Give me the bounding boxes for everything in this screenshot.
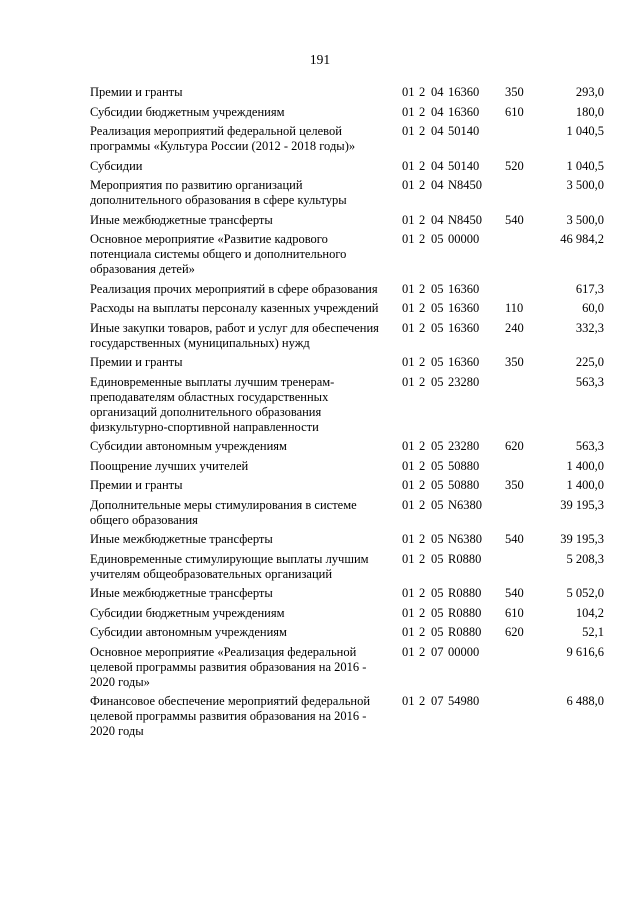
code-program: 01 xyxy=(402,212,415,227)
code-event: 04 xyxy=(431,85,444,99)
table-row xyxy=(0,498,640,528)
code-event: 05 xyxy=(431,605,444,620)
code-event: 07 xyxy=(431,694,444,708)
amount: 180,0 xyxy=(575,104,604,119)
code-subprogram: 2 xyxy=(419,439,426,453)
amount: 617,3 xyxy=(575,281,604,296)
classification-code xyxy=(402,606,488,621)
amount: 293,0 xyxy=(575,85,604,99)
table-row xyxy=(0,532,640,547)
table-row xyxy=(0,159,640,174)
expense-type-code: 620 xyxy=(505,625,524,639)
code-direction: 54980 xyxy=(448,694,480,708)
code-program: 01 xyxy=(402,232,415,246)
table-row xyxy=(0,124,640,154)
code-direction: R0880 xyxy=(448,586,482,600)
table-row xyxy=(0,105,640,120)
code-program: 01 xyxy=(402,178,415,192)
expense-name: Основное мероприятие «Реализация федеральной целевой программы развития образования на 2016 - 2020 годы» xyxy=(90,644,367,689)
table-row xyxy=(0,459,640,474)
table-row xyxy=(0,321,640,351)
code-program: 01 xyxy=(402,439,415,453)
code-subprogram: 2 xyxy=(419,85,426,99)
code-program: 01 xyxy=(402,158,415,173)
code-direction: N6380 xyxy=(448,497,483,512)
code-subprogram: 2 xyxy=(419,374,426,389)
amount: 5 052,0 xyxy=(566,586,604,600)
code-event: 05 xyxy=(431,586,444,600)
code-direction: N8450 xyxy=(448,212,483,227)
classification-code xyxy=(402,321,488,336)
expense-name: Иные межбюджетные трансферты xyxy=(90,212,273,227)
code-direction: N8450 xyxy=(448,178,483,192)
code-subprogram: 2 xyxy=(419,281,426,296)
classification-code xyxy=(402,498,488,513)
table-row xyxy=(0,282,640,297)
amount: 1 040,5 xyxy=(566,124,604,138)
code-program: 01 xyxy=(402,694,415,708)
table-row xyxy=(0,478,640,493)
code-subprogram: 2 xyxy=(419,158,426,173)
code-subprogram: 2 xyxy=(419,605,426,620)
table-row xyxy=(0,645,640,690)
code-event: 05 xyxy=(431,532,444,546)
code-program: 01 xyxy=(402,586,415,600)
amount: 39 195,3 xyxy=(560,497,604,512)
amount: 332,3 xyxy=(575,320,604,335)
code-subprogram: 2 xyxy=(419,497,426,512)
classification-code xyxy=(402,552,488,567)
page-number: 191 xyxy=(309,52,331,67)
expense-type-code: 610 xyxy=(505,605,524,620)
code-event: 05 xyxy=(431,439,444,453)
code-direction: R0880 xyxy=(448,625,482,639)
classification-code xyxy=(402,105,488,120)
classification-code xyxy=(402,232,488,247)
expense-type-code: 540 xyxy=(505,532,524,546)
code-subprogram: 2 xyxy=(419,532,426,546)
code-direction: 16360 xyxy=(448,301,480,315)
code-event: 05 xyxy=(431,232,444,246)
classification-code xyxy=(402,478,488,493)
table-row xyxy=(0,439,640,454)
expense-name: Субсидии xyxy=(90,158,143,173)
expense-type-code: 350 xyxy=(505,478,524,492)
code-direction: 50140 xyxy=(448,158,480,173)
code-direction: 50880 xyxy=(448,458,480,473)
expense-name: Субсидии автономным учреждениям xyxy=(90,625,287,639)
code-program: 01 xyxy=(402,124,415,138)
code-event: 05 xyxy=(431,320,444,335)
code-subprogram: 2 xyxy=(419,458,426,473)
code-subprogram: 2 xyxy=(419,694,426,708)
code-direction: 00000 xyxy=(448,232,480,246)
code-direction: 16360 xyxy=(448,320,480,335)
code-program: 01 xyxy=(402,458,415,473)
expense-name: Дополнительные меры стимулирования в системе общего образования xyxy=(90,497,357,527)
classification-code xyxy=(402,301,488,316)
code-subprogram: 2 xyxy=(419,124,426,138)
code-event: 04 xyxy=(431,212,444,227)
table-row xyxy=(0,694,640,739)
expense-name: Мероприятия по развитию организаций дополнительного образования в сфере культуры xyxy=(90,178,347,207)
code-program: 01 xyxy=(402,85,415,99)
expense-type-code: 110 xyxy=(505,301,524,315)
code-program: 01 xyxy=(402,104,415,119)
expense-type-code: 240 xyxy=(505,320,524,335)
code-subprogram: 2 xyxy=(419,212,426,227)
code-direction: N6380 xyxy=(448,532,483,546)
expense-type-code: 620 xyxy=(505,439,524,453)
code-program: 01 xyxy=(402,605,415,620)
table-row xyxy=(0,213,640,228)
code-program: 01 xyxy=(402,497,415,512)
expense-name: Иные межбюджетные трансферты xyxy=(90,586,273,600)
table-row xyxy=(0,355,640,370)
code-event: 07 xyxy=(431,644,444,659)
expense-name: Субсидии автономным учреждениям xyxy=(90,439,287,453)
code-event: 05 xyxy=(431,625,444,639)
code-program: 01 xyxy=(402,625,415,639)
amount: 3 500,0 xyxy=(566,212,604,227)
code-subprogram: 2 xyxy=(419,320,426,335)
expense-name: Единовременные стимулирующие выплаты лучшим учителям общеобразовательных организаций xyxy=(90,551,369,581)
amount: 1 040,5 xyxy=(566,158,604,173)
code-direction: 16360 xyxy=(448,355,480,369)
code-direction: R0880 xyxy=(448,551,482,566)
classification-code xyxy=(402,586,488,601)
classification-code xyxy=(402,459,488,474)
table-row xyxy=(0,586,640,601)
code-program: 01 xyxy=(402,374,415,389)
expense-type-code: 350 xyxy=(505,85,524,99)
table-row xyxy=(0,301,640,316)
code-program: 01 xyxy=(402,551,415,566)
code-direction: R0880 xyxy=(448,605,482,620)
amount: 104,2 xyxy=(575,605,604,620)
classification-code xyxy=(402,282,488,297)
amount: 60,0 xyxy=(582,301,604,315)
code-event: 05 xyxy=(431,497,444,512)
table-row xyxy=(0,552,640,582)
expense-type-code: 520 xyxy=(505,158,524,173)
code-program: 01 xyxy=(402,478,415,492)
code-direction: 23280 xyxy=(448,374,480,389)
expense-name: Реализация прочих мероприятий в сфере образования xyxy=(90,281,378,296)
expense-name: Реализация мероприятий федеральной целевой программы «Культура России (2012 - 2018 годы)» xyxy=(90,124,356,153)
code-direction: 50140 xyxy=(448,124,480,138)
expense-name: Иные межбюджетные трансферты xyxy=(90,532,273,546)
code-subprogram: 2 xyxy=(419,355,426,369)
expense-name: Субсидии бюджетным учреждениям xyxy=(90,605,285,620)
code-subprogram: 2 xyxy=(419,232,426,246)
code-subprogram: 2 xyxy=(419,586,426,600)
expense-name: Поощрение лучших учителей xyxy=(90,458,249,473)
classification-code xyxy=(402,355,488,370)
amount: 225,0 xyxy=(575,355,604,369)
classification-code xyxy=(402,159,488,174)
classification-code xyxy=(402,532,488,547)
code-direction: 16360 xyxy=(448,85,480,99)
expense-name: Основное мероприятие «Развитие кадрового потенциала системы общего и дополнительного образования детей» xyxy=(90,232,347,276)
amount: 9 616,6 xyxy=(566,644,604,659)
expense-name: Иные закупки товаров, работ и услуг для обеспечения государственных (муниципальных) нужд xyxy=(90,320,379,350)
code-subprogram: 2 xyxy=(419,478,426,492)
table-row xyxy=(0,375,640,435)
amount: 563,3 xyxy=(575,374,604,389)
expense-name: Финансовое обеспечение мероприятий федеральной целевой программы развития образования на 2016 - 2020 годы xyxy=(90,694,371,738)
amount: 1 400,0 xyxy=(566,458,604,473)
table-row xyxy=(0,625,640,640)
expense-name: Расходы на выплаты персоналу казенных учреждений xyxy=(90,301,379,315)
classification-code xyxy=(402,645,488,660)
code-subprogram: 2 xyxy=(419,104,426,119)
table-row xyxy=(0,606,640,621)
classification-code xyxy=(402,124,488,139)
expense-type-code: 540 xyxy=(505,212,524,227)
table-row xyxy=(0,85,640,100)
expense-name: Премии и гранты xyxy=(90,355,183,369)
code-subprogram: 2 xyxy=(419,178,426,192)
code-program: 01 xyxy=(402,532,415,546)
classification-code xyxy=(402,625,488,640)
code-direction: 00000 xyxy=(448,644,480,659)
code-event: 05 xyxy=(431,551,444,566)
classification-code xyxy=(402,213,488,228)
code-direction: 50880 xyxy=(448,478,480,492)
code-event: 05 xyxy=(431,478,444,492)
code-program: 01 xyxy=(402,301,415,315)
amount: 6 488,0 xyxy=(566,694,604,708)
code-event: 05 xyxy=(431,301,444,315)
expense-name: Субсидии бюджетным учреждениям xyxy=(90,104,285,119)
amount: 563,3 xyxy=(575,439,604,453)
code-direction: 16360 xyxy=(448,104,480,119)
code-event: 04 xyxy=(431,124,444,138)
code-event: 05 xyxy=(431,281,444,296)
code-event: 05 xyxy=(431,355,444,369)
classification-code xyxy=(402,375,488,390)
code-subprogram: 2 xyxy=(419,551,426,566)
expense-name: Премии и гранты xyxy=(90,478,183,492)
classification-code xyxy=(402,178,488,193)
classification-code xyxy=(402,694,488,709)
code-subprogram: 2 xyxy=(419,301,426,315)
table-row xyxy=(0,178,640,208)
code-direction: 16360 xyxy=(448,281,480,296)
table-row xyxy=(0,232,640,277)
amount: 5 208,3 xyxy=(566,551,604,566)
amount: 39 195,3 xyxy=(560,532,604,546)
code-subprogram: 2 xyxy=(419,625,426,639)
amount: 1 400,0 xyxy=(566,478,604,492)
code-program: 01 xyxy=(402,320,415,335)
classification-code xyxy=(402,439,488,454)
classification-code xyxy=(402,85,488,100)
expense-type-code: 540 xyxy=(505,586,524,600)
code-subprogram: 2 xyxy=(419,644,426,659)
code-event: 05 xyxy=(431,374,444,389)
amount: 52,1 xyxy=(582,625,604,639)
code-program: 01 xyxy=(402,644,415,659)
code-event: 04 xyxy=(431,104,444,119)
code-event: 04 xyxy=(431,158,444,173)
code-event: 05 xyxy=(431,458,444,473)
budget-table xyxy=(0,85,640,744)
amount: 3 500,0 xyxy=(566,178,604,192)
expense-name: Премии и гранты xyxy=(90,85,183,99)
expense-type-code: 350 xyxy=(505,355,524,369)
expense-name: Единовременные выплаты лучшим тренерам-преподавателям областных государственных организаций дополнительного образования физкультурно-спортивной направленности xyxy=(90,374,335,434)
code-event: 04 xyxy=(431,178,444,192)
code-program: 01 xyxy=(402,281,415,296)
code-program: 01 xyxy=(402,355,415,369)
amount: 46 984,2 xyxy=(560,232,604,246)
expense-type-code: 610 xyxy=(505,104,524,119)
code-direction: 23280 xyxy=(448,439,480,453)
